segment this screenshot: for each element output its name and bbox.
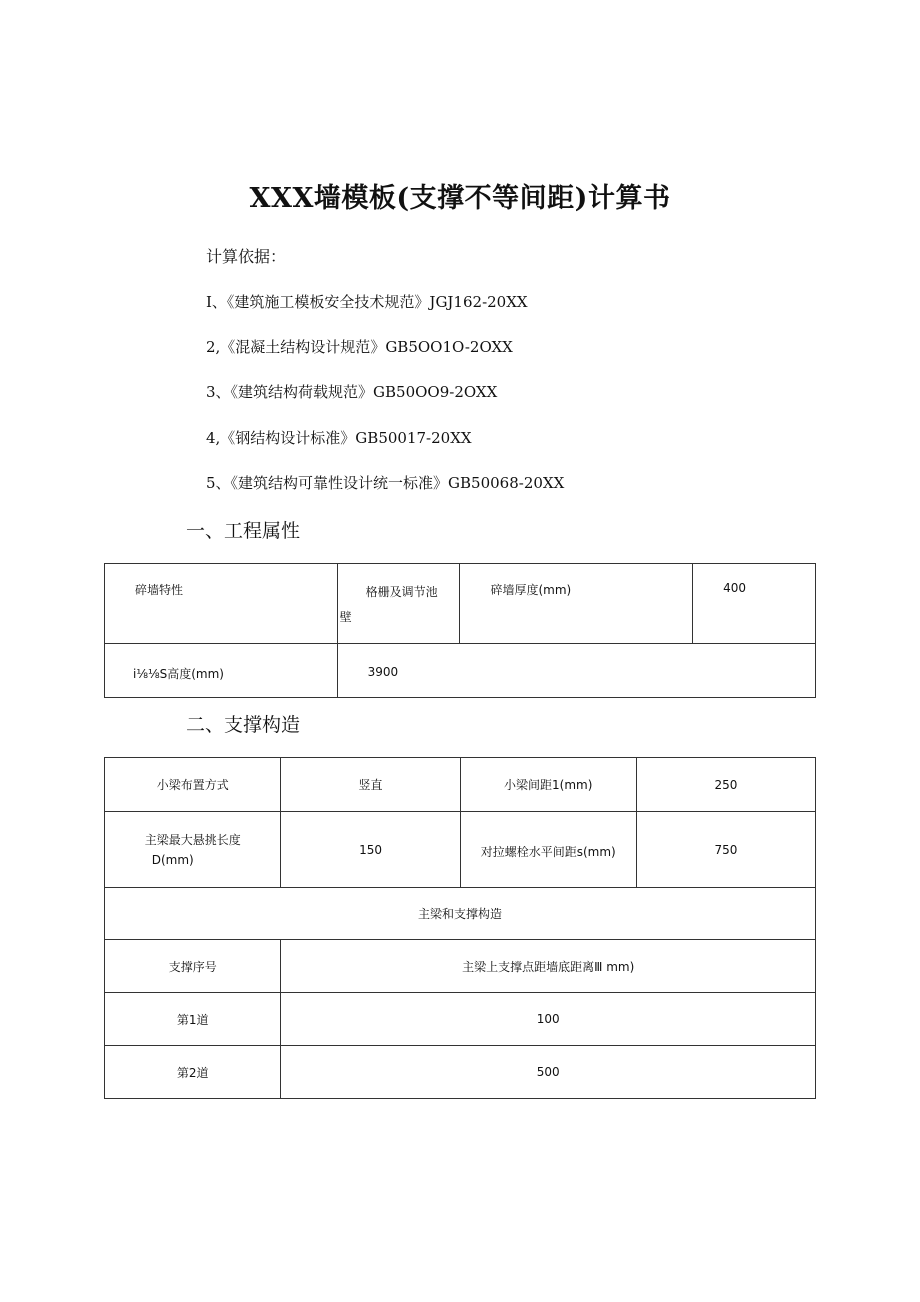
beam-spacing-value: 250 [636, 758, 815, 812]
column-header-seq: 支撑序号 [105, 940, 281, 993]
section-heading-support-structure: 二、支撑构造 [186, 714, 301, 736]
basis-label: 计算依据： [206, 247, 287, 266]
reference-item: I、《建筑施工模板安全技术规范》JGJ162-20XX [206, 293, 528, 311]
support-structure-table [104, 757, 816, 1099]
wall-height-label: i⅛⅛S高度(mm) [133, 667, 224, 681]
bolt-spacing-label: 对拉螺栓水平间距s(mm) [480, 845, 616, 859]
project-properties-table [104, 563, 816, 698]
table-cell [105, 812, 281, 888]
table-cell [693, 564, 816, 644]
bolt-spacing-value: 750 [636, 812, 815, 888]
support-distance: 100 [281, 993, 816, 1046]
table-cell [337, 644, 815, 698]
table-cell [105, 644, 338, 698]
overhang-label-line1: 主梁最大悬挑长度 [144, 832, 241, 847]
table-cell [460, 564, 693, 644]
table-cell [337, 564, 460, 644]
page-title: XXX墙模板(支撑不等间距)计算书 [249, 183, 671, 214]
support-seq: 第1道 [105, 993, 281, 1046]
beam-layout-label: 小梁布置方式 [105, 758, 281, 812]
beam-layout-value: 竖直 [281, 758, 460, 812]
section-heading-project-properties: 一、工程属性 [186, 520, 301, 542]
beam-spacing-label: 小梁间距1(mm) [460, 758, 636, 812]
table-row [105, 1046, 816, 1099]
wall-property-value-line1: 格栅及调节池 [365, 585, 438, 599]
support-seq: 第2道 [105, 1046, 281, 1099]
reference-item: 3、《建筑结构荷载规范》GB50OO9-2OXX [206, 383, 498, 401]
table-row [105, 993, 816, 1046]
reference-item: 5、《建筑结构可靠性设计统一标准》GB50068-20XX [206, 474, 565, 492]
reference-item: 2,《混凝土结构设计规范》GB5OO1O-2OXX [206, 338, 513, 356]
overhang-value: 150 [281, 812, 460, 888]
sub-header: 主梁和支撑构造 [105, 888, 816, 940]
support-distance: 500 [281, 1046, 816, 1099]
column-header-distance: 主梁上支撑点距墙底距离Ⅲ mm) [281, 940, 816, 993]
reference-item: 4,《钢结构设计标准》GB50017-20XX [206, 429, 472, 447]
table-cell [460, 812, 636, 888]
overhang-label-line2: D(mm) [151, 852, 194, 867]
wall-height-value: 3900 [367, 665, 399, 679]
wall-property-label: 碎墙特性 [135, 583, 184, 597]
wall-thickness-label: 碎墙厚度(mm) [490, 583, 572, 597]
wall-thickness-value: 400 [723, 581, 747, 595]
table-cell [105, 564, 338, 644]
wall-property-value-line2: 壁 [339, 610, 352, 624]
